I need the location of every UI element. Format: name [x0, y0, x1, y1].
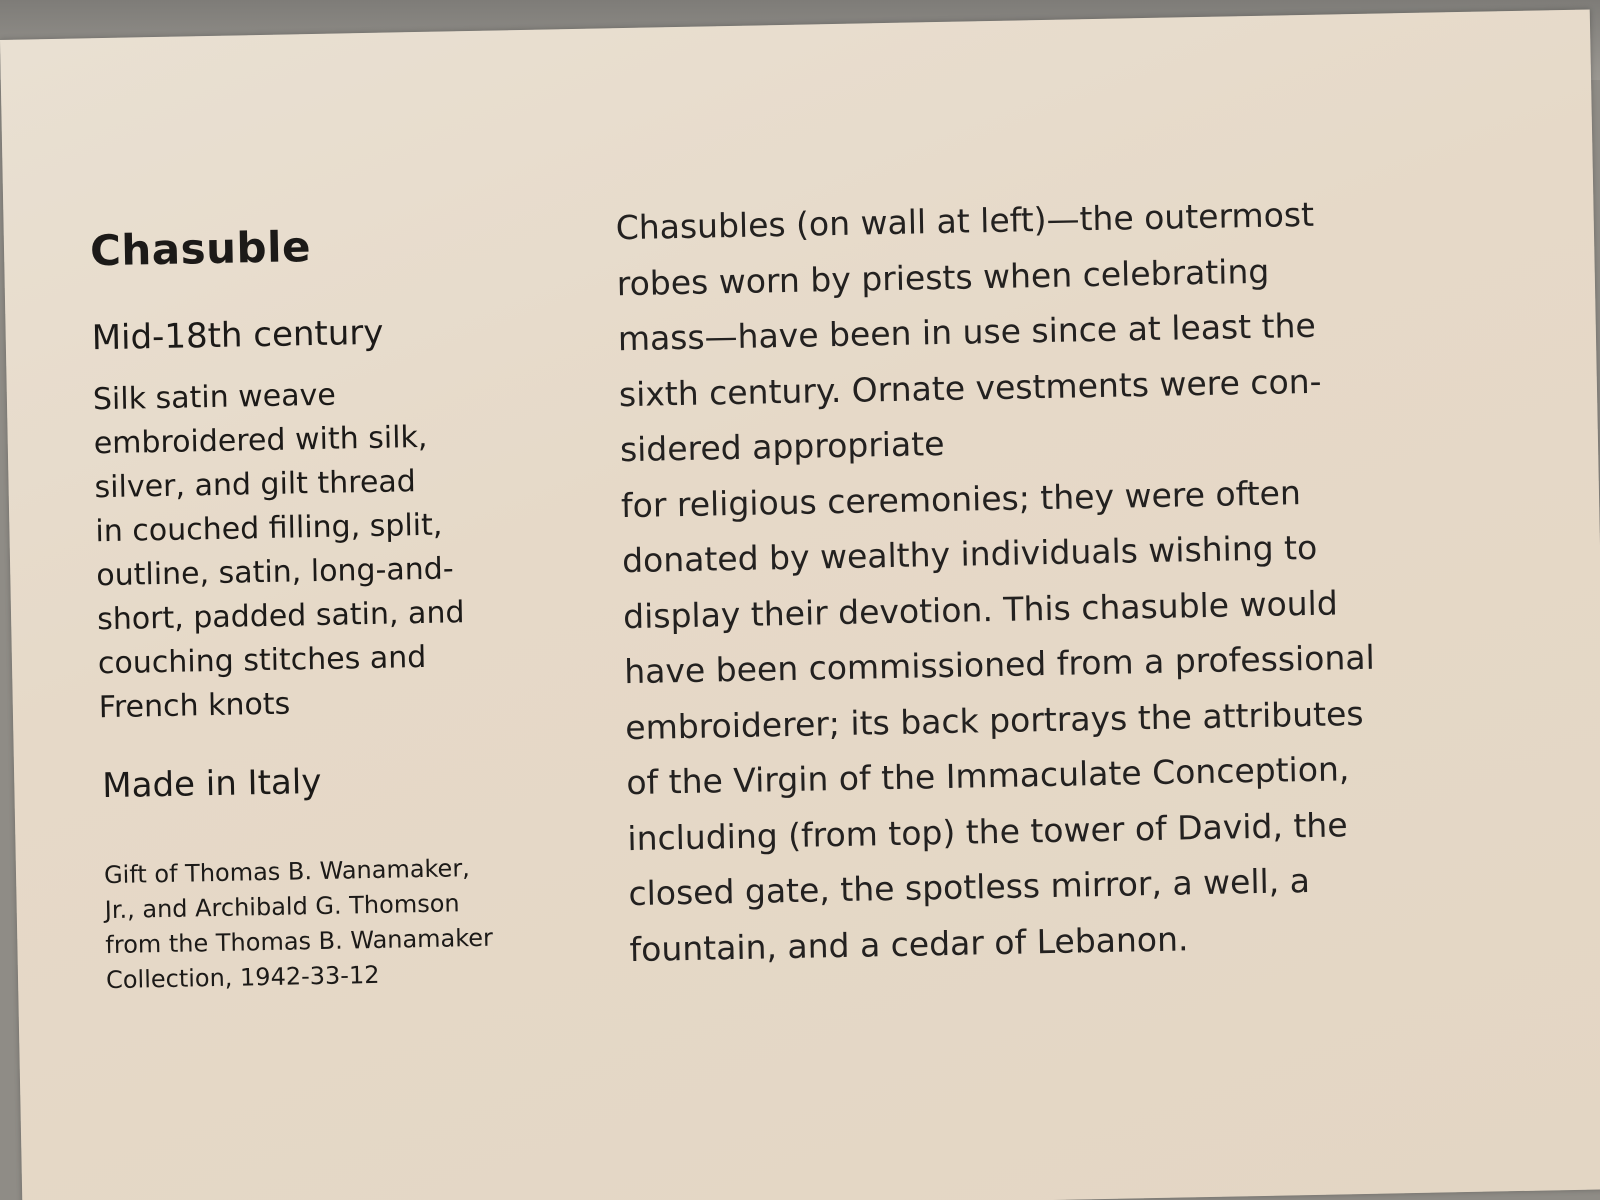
object-description: Chasubles (on wall at left)—the outermost robes worn by priests when celebrating mass—have been in use since at least the sixth century. Ornate vestments were con- sidered appropriate for religious ceremonies; they were often donated by wealthy individuals wishing to display their devotion. This chasuble would have been commissioned from a professional embroiderer; its back portrays the attributes of the Virgin of the Immaculate Conception, including (from top) the tower of David, the closed gate, the spotless mirror, a well, a fountain, and a cedar of Lebanon. — [615, 194, 1376, 969]
object-date: Mid-18th century — [91, 312, 384, 359]
object-title: Chasuble — [89, 222, 312, 276]
object-origin: Made in Italy — [101, 761, 322, 807]
credit-line: Gift of Thomas B. Wanamaker, Jr., and Archibald G. Thomson from the Thomas B. Wanamaker Collection, 1942-33-12 — [103, 854, 494, 995]
label-panel — [0, 9, 1600, 1200]
object-medium: Silk satin weave embroidered with silk, silver, and gilt thread in couched filling, split, outline, satin, long-and- short, padded satin, and couching stitches and French knots — [92, 377, 465, 726]
